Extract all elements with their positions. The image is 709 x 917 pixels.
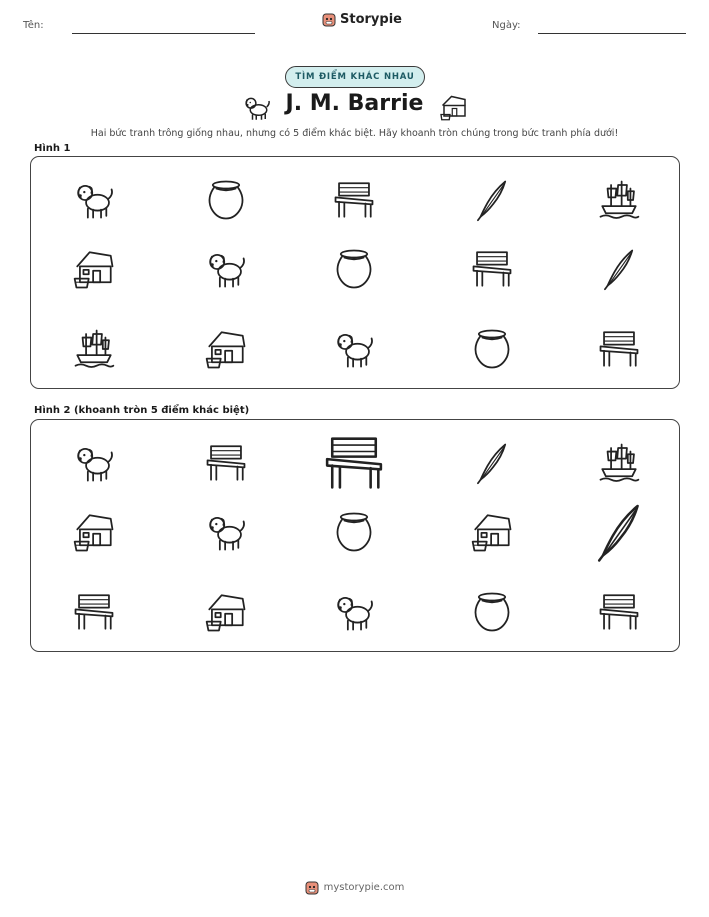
picture-2-bench-icon[interactable]	[597, 590, 641, 634]
picture-2-pot-icon[interactable]	[332, 510, 376, 554]
picture-1-ship-icon	[72, 327, 116, 371]
picture-2-cottage-icon[interactable]	[204, 590, 248, 634]
picture-2-quill-icon[interactable]	[470, 441, 514, 485]
picture-2-cottage-icon[interactable]	[470, 510, 514, 554]
footer	[0, 880, 709, 895]
picture-2-dog-icon[interactable]	[204, 510, 248, 554]
footer-site: mystorypie.com	[323, 882, 405, 893]
picture-1-quill-icon	[470, 178, 514, 222]
picture-1-dog-icon	[204, 247, 248, 291]
picture-2-bench-icon[interactable]	[204, 441, 248, 485]
instructions: Hai bức tranh trông giống nhau, nhưng có 5 điểm khác biệt. Hãy khoanh tròn chúng trong bức tranh phía dưới!	[90, 128, 619, 139]
date-line[interactable]	[538, 33, 686, 34]
mascot-icon	[305, 880, 319, 895]
picture-1-pot-icon	[204, 178, 248, 222]
picture-1-bench-icon	[332, 178, 376, 222]
cottage-icon	[438, 92, 468, 122]
brand-name: Storypie	[340, 12, 402, 27]
picture-1-pot-icon	[332, 247, 376, 291]
picture-2-cottage-icon[interactable]	[72, 510, 116, 554]
date-label: Ngày:	[492, 20, 521, 31]
picture-2-dog-icon[interactable]	[72, 441, 116, 485]
worksheet-tag: TÌM ĐIỂM KHÁC NHAU	[285, 66, 425, 88]
picture-1-quill-icon	[597, 247, 641, 291]
picture-2-dog-icon[interactable]	[332, 590, 376, 634]
page-title: J. M. Barrie	[285, 91, 424, 116]
picture-1-pot-icon	[470, 327, 514, 371]
picture-1-cottage-icon	[72, 247, 116, 291]
picture-1-bench-icon	[597, 327, 641, 371]
picture-1-bench-icon	[470, 247, 514, 291]
picture-2-pot-icon[interactable]	[470, 590, 514, 634]
name-line[interactable]	[72, 33, 255, 34]
picture-1-cottage-icon	[204, 327, 248, 371]
name-label: Tên:	[23, 20, 44, 31]
picture-2-panel[interactable]	[30, 419, 680, 652]
picture-2-bench-icon[interactable]	[322, 431, 386, 495]
picture-2-bench-icon[interactable]	[72, 590, 116, 634]
brand-logo	[322, 12, 402, 27]
picture-1-label: Hình 1	[34, 143, 71, 154]
picture-1-panel	[30, 156, 680, 389]
picture-2-ship-icon[interactable]	[597, 441, 641, 485]
picture-2-quill-icon[interactable]	[588, 501, 650, 563]
picture-2-label: Hình 2 (khoanh tròn 5 điểm khác biệt)	[34, 405, 250, 416]
picture-1-dog-icon	[72, 178, 116, 222]
picture-1-ship-icon	[597, 178, 641, 222]
picture-1-dog-icon	[332, 327, 376, 371]
mascot-icon	[322, 12, 336, 27]
